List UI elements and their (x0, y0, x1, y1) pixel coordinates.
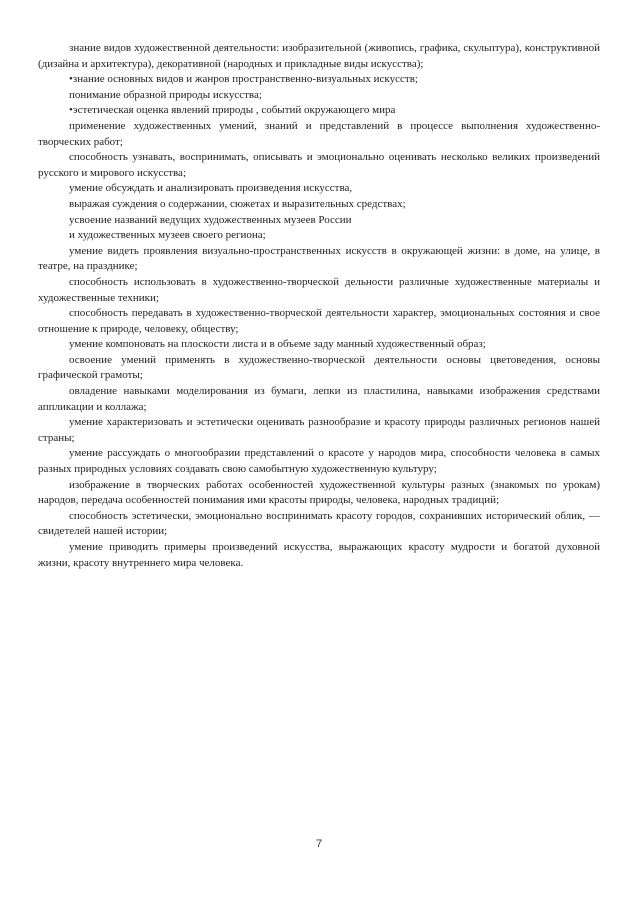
paragraph-14: умение компоновать на плоскости листа и в объеме заду манный художественный образ; (69, 338, 486, 351)
paragraph-17: умение характеризовать и эстетически оценивать разнообразие и красоту природы различных регионов нашей страны; (38, 416, 600, 444)
paragraph-20: способность эстетически, эмоционально воспринимать красоту городов, сохранивших исторический облик, — свидетелей нашей истории; (38, 509, 600, 538)
paragraph-3: понимание образной природы искусства; (69, 88, 262, 101)
paragraph-12: способность использовать в художественно-творческой дельности различные художественные материалы и художественные техники; (38, 275, 600, 304)
paragraph-5: применение художественных умений, знаний и представлений в процессе выполнения художественно-творческих работ; (38, 119, 600, 148)
paragraph-6: способность узнавать, воспринимать, описывать и эмоционально оценивать несколько великих произведений русского и мирового искусства; (38, 151, 600, 179)
paragraph-9: усвоение названий ведущих художественных музеев России (69, 213, 352, 226)
paragraph-4: •эстетическая оценка явлений природы , событий окружающего мира (69, 104, 396, 117)
paragraph-2: •знание основных видов и жанров пространственно-визуальных искусств; (69, 73, 418, 86)
paragraph-19: изображение в творческих работах особенностей художественной культуры разных (знакомых по урокам) народов, передача особенностей понимания ими красоты природы, человека, народных традиций; (38, 478, 600, 507)
paragraph-1: знание видов художественной деятельности: изобразительной (живопись, графика, скульптура), конструктивной (дизайна и архитектура), декоративной (народных и прикладные виды искусства); (38, 42, 600, 70)
paragraph-13: способность передавать в художественно-творческой деятельности характер, эмоциональных состояния и свое отношение к природе, человеку, обществу; (38, 307, 600, 335)
paragraph-7: умение обсуждать и анализировать произведения искусства, (69, 182, 353, 195)
paragraph-11: умение видеть проявления визуально-пространственных искусств в окружающей жизни: в доме, на улице, в театре, на празднике; (38, 244, 600, 273)
paragraph-10: и художественных музеев своего региона; (69, 229, 266, 242)
page-number: 7 (315, 838, 323, 850)
paragraph-21: умение приводить примеры произведений искусства, выражающих красоту мудрости и богатой духовной жизни, красоту внутреннего мира человека. (38, 541, 600, 569)
paragraph-18: умение рассуждать о многообразии представлений о красоте у народов мира, способности человека в самых разных природных условиях создавать свою самобытную художественную культуру; (38, 447, 600, 476)
paragraph-15: освоение умений применять в художественно-творческой деятельности основы цветоведения, основы графической грамоты; (38, 353, 600, 382)
document-body (38, 41, 600, 571)
paragraph-8: выражая суждения о содержании, сюжетах и выразительных средствах; (69, 197, 406, 210)
paragraph-16: овладение навыками моделирования из бумаги, лепки из пластилина, навыками изображения средствами аппликации и коллажа; (38, 385, 600, 413)
